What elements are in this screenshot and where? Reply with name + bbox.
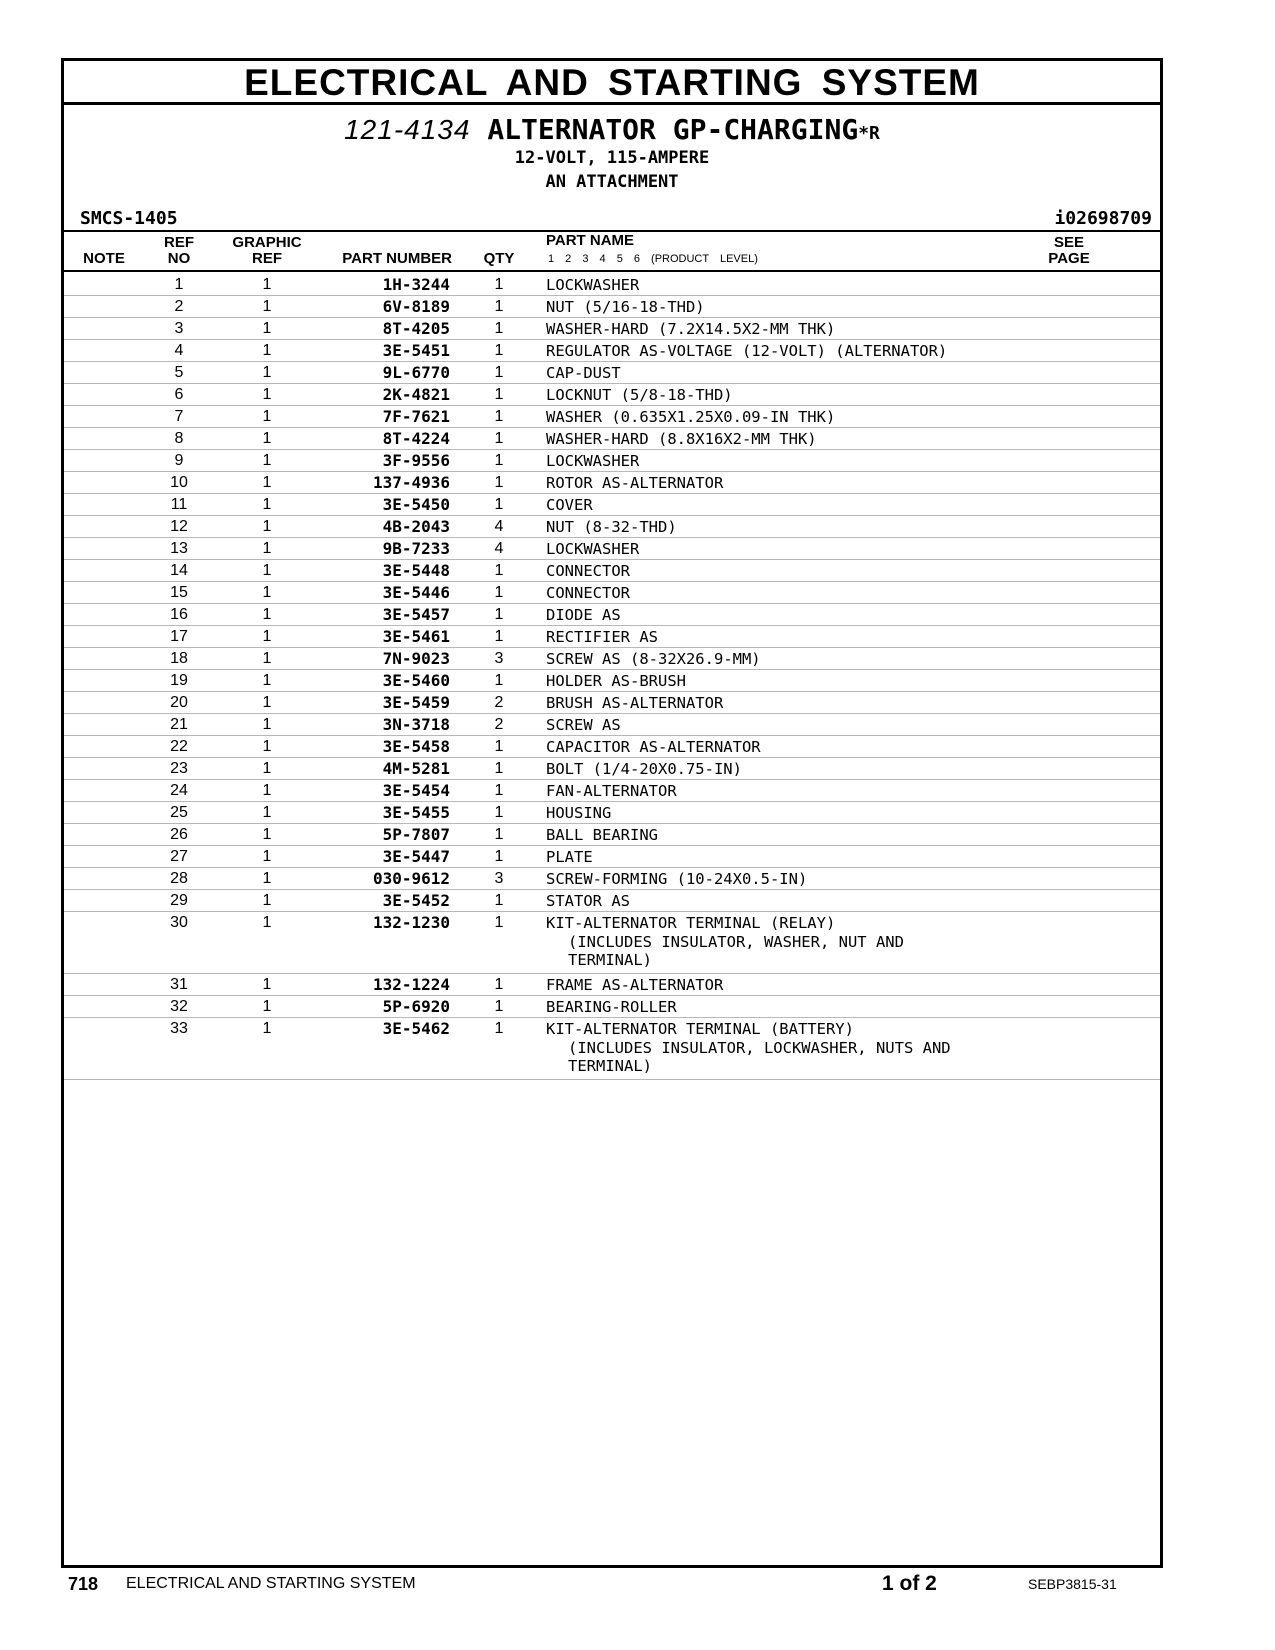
table-row <box>64 340 1160 362</box>
part-name-cell: LOCKNUT (5/8-18-THD) <box>546 386 733 404</box>
parts-list <box>64 274 1160 1080</box>
table-row <box>64 824 1160 846</box>
graphic-ref-cell: 1 <box>262 760 272 777</box>
graphic-ref-cell: 1 <box>262 804 272 821</box>
qty-cell: 1 <box>494 342 504 359</box>
graphic-ref-cell: 1 <box>262 430 272 447</box>
table-row <box>64 604 1160 626</box>
table-row <box>64 758 1160 780</box>
ref-no-cell: 7 <box>174 408 184 425</box>
table-row <box>64 802 1160 824</box>
parts-page-frame <box>61 58 1163 1568</box>
table-row <box>64 626 1160 648</box>
graphic-ref-cell: 1 <box>262 452 272 469</box>
qty-cell: 1 <box>494 364 504 381</box>
part-number-cell: 5P-7807 <box>382 825 450 844</box>
ref-no-cell: 31 <box>170 976 188 993</box>
qty-cell: 2 <box>494 716 504 733</box>
part-number-cell: 3E-5458 <box>382 737 450 756</box>
part-note-text: (INCLUDES INSULATOR, LOCKWASHER, NUTS AND TERMINAL) <box>568 1039 951 1075</box>
graphic-ref-cell: 1 <box>262 672 272 689</box>
table-row <box>64 428 1160 450</box>
graphic-ref-cell: 1 <box>262 738 272 755</box>
table-row <box>64 406 1160 428</box>
ref-no-cell: 26 <box>170 826 188 843</box>
ref-no-cell: 14 <box>170 562 188 579</box>
col-graphic-header-line2: REF <box>252 250 282 267</box>
qty-cell: 1 <box>494 408 504 425</box>
table-row <box>64 538 1160 560</box>
footer-page-count: 1 of 2 <box>882 1572 937 1595</box>
part-name-cell: HOLDER AS-BRUSH <box>546 672 686 690</box>
graphic-ref-cell: 1 <box>262 606 272 623</box>
table-row <box>64 472 1160 494</box>
group-title <box>64 113 1160 151</box>
group-name: ALTERNATOR GP-CHARGING <box>487 113 859 146</box>
part-number-cell: 4M-5281 <box>382 759 450 778</box>
qty-cell: 1 <box>494 826 504 843</box>
table-row <box>64 846 1160 868</box>
table-row <box>64 974 1160 996</box>
ref-no-cell: 22 <box>170 738 188 755</box>
ref-no-cell: 4 <box>174 342 184 359</box>
graphic-ref-cell: 1 <box>262 364 272 381</box>
part-name-cell: BOLT (1/4-20X0.75-IN) <box>546 760 742 778</box>
part-number-cell: 137-4936 <box>372 473 450 492</box>
part-name-cell: NUT (8-32-THD) <box>546 518 677 536</box>
part-number-cell: 9B-7233 <box>382 539 450 558</box>
col-see-page-header-line1: SEE <box>1053 234 1084 251</box>
graphic-ref-cell: 1 <box>262 782 272 799</box>
qty-cell: 2 <box>494 694 504 711</box>
graphic-ref-cell: 1 <box>262 650 272 667</box>
graphic-ref-cell: 1 <box>262 408 272 425</box>
part-name-cell: BEARING-ROLLER <box>546 998 677 1016</box>
qty-cell: 1 <box>494 606 504 623</box>
header-rule-bottom <box>64 270 1160 272</box>
ref-no-cell: 9 <box>174 452 184 469</box>
qty-cell: 4 <box>494 518 504 535</box>
ref-no-cell: 23 <box>170 760 188 777</box>
part-number-cell: 3E-5454 <box>382 781 450 800</box>
footer-page-number: 718 <box>68 1574 99 1594</box>
qty-cell: 1 <box>494 782 504 799</box>
col-ref-header-line1: REF <box>164 234 194 251</box>
table-row <box>64 274 1160 296</box>
part-note-text: (INCLUDES INSULATOR, WASHER, NUT AND TERMINAL) <box>568 933 904 969</box>
graphic-ref-cell: 1 <box>262 998 272 1015</box>
qty-cell: 1 <box>494 452 504 469</box>
graphic-ref-cell: 1 <box>262 386 272 403</box>
part-number-cell: 3E-5459 <box>382 693 450 712</box>
part-number-cell: 7N-9023 <box>382 649 450 668</box>
ref-no-cell: 29 <box>170 892 188 909</box>
part-number-cell: 3E-5448 <box>382 561 450 580</box>
part-name-cell: WASHER (0.635X1.25X0.09-IN THK) <box>546 408 836 426</box>
table-row <box>64 912 1160 974</box>
part-name-cell: WASHER-HARD (7.2X14.5X2-MM THK) <box>546 320 836 338</box>
graphic-ref-cell: 1 <box>262 826 272 843</box>
part-number-cell: 9L-6770 <box>382 363 450 382</box>
graphic-ref-cell: 1 <box>262 496 272 513</box>
group-subtitle-1: 12-VOLT, 115-AMPERE <box>514 148 710 168</box>
table-row <box>64 494 1160 516</box>
qty-cell: 1 <box>494 386 504 403</box>
table-row <box>64 890 1160 912</box>
ref-no-cell: 19 <box>170 672 188 689</box>
part-number-cell: 3E-5457 <box>382 605 450 624</box>
smcs-code: SMCS-1405 <box>80 208 178 229</box>
col-part-number-header: PART NUMBER <box>342 250 452 267</box>
ref-no-cell: 16 <box>170 606 188 623</box>
part-number-cell: 3E-5450 <box>382 495 450 514</box>
part-number-cell: 3E-5461 <box>382 627 450 646</box>
col-graphic-header-line1: GRAPHIC <box>232 234 302 251</box>
ref-no-cell: 13 <box>170 540 188 557</box>
table-row <box>64 714 1160 736</box>
table-row <box>64 384 1160 406</box>
qty-cell: 1 <box>494 998 504 1015</box>
col-qty-header: QTY <box>483 250 515 267</box>
table-row <box>64 296 1160 318</box>
ref-no-cell: 17 <box>170 628 188 645</box>
part-number-cell: 3E-5447 <box>382 847 450 866</box>
part-name-cell: STATOR AS <box>546 892 630 910</box>
qty-cell: 1 <box>494 760 504 777</box>
graphic-ref-cell: 1 <box>262 518 272 535</box>
part-name-cell: ROTOR AS-ALTERNATOR <box>546 474 724 492</box>
ref-no-cell: 21 <box>170 716 188 733</box>
qty-cell: 1 <box>494 1020 504 1037</box>
part-number-cell: 8T-4205 <box>382 319 450 338</box>
table-row <box>64 318 1160 340</box>
part-name-cell: CAP-DUST <box>546 364 621 382</box>
table-row <box>64 648 1160 670</box>
ref-no-cell: 33 <box>170 1020 188 1037</box>
table-row <box>64 450 1160 472</box>
graphic-ref-cell: 1 <box>262 914 272 931</box>
group-number: 121-4134 <box>344 114 471 145</box>
ref-no-cell: 15 <box>170 584 188 601</box>
part-number-cell: 6V-8189 <box>382 297 450 316</box>
part-number-cell: 5P-6920 <box>382 997 450 1016</box>
part-name-cell: SCREW AS <box>546 716 621 734</box>
part-name-cell: LOCKWASHER <box>546 452 640 470</box>
part-name-cell: FAN-ALTERNATOR <box>546 782 677 800</box>
qty-cell: 4 <box>494 540 504 557</box>
part-name-cell: CONNECTOR <box>546 562 630 580</box>
part-name-cell: LOCKWASHER <box>546 540 640 558</box>
part-number-cell: 3E-5446 <box>382 583 450 602</box>
qty-cell: 1 <box>494 430 504 447</box>
graphic-ref-cell: 1 <box>262 892 272 909</box>
part-number-cell: 2K-4821 <box>382 385 450 404</box>
part-name-cell: CAPACITOR AS-ALTERNATOR <box>546 738 761 756</box>
qty-cell: 1 <box>494 976 504 993</box>
qty-cell: 1 <box>494 848 504 865</box>
table-row <box>64 362 1160 384</box>
graphic-ref-cell: 1 <box>262 694 272 711</box>
part-name-cell: NUT (5/16-18-THD) <box>546 298 705 316</box>
ref-no-cell: 27 <box>170 848 188 865</box>
ref-no-cell: 11 <box>170 496 188 513</box>
ref-no-cell: 20 <box>170 694 188 711</box>
part-number-cell: 030-9612 <box>372 869 450 888</box>
table-row <box>64 560 1160 582</box>
group-suffix: *R <box>858 123 880 144</box>
qty-cell: 1 <box>494 562 504 579</box>
part-name-cell: REGULATOR AS-VOLTAGE (12-VOLT) (ALTERNATOR) <box>546 342 948 360</box>
part-number-cell: 3E-5452 <box>382 891 450 910</box>
ref-no-cell: 12 <box>170 518 188 535</box>
table-row <box>64 780 1160 802</box>
qty-cell: 1 <box>494 738 504 755</box>
part-number-cell: 3E-5451 <box>382 341 450 360</box>
qty-cell: 1 <box>494 672 504 689</box>
qty-cell: 1 <box>494 276 504 293</box>
table-row <box>64 516 1160 538</box>
col-ref-header-line2: NO <box>167 250 191 267</box>
qty-cell: 3 <box>494 870 504 887</box>
document-ident: i02698709 <box>1054 208 1152 229</box>
qty-cell: 1 <box>494 628 504 645</box>
ref-no-cell: 2 <box>174 298 184 315</box>
part-number-cell: 7F-7621 <box>382 407 450 426</box>
graphic-ref-cell: 1 <box>262 848 272 865</box>
qty-cell: 1 <box>494 298 504 315</box>
part-name-cell: FRAME AS-ALTERNATOR <box>546 976 724 994</box>
table-row <box>64 1018 1160 1080</box>
part-name-cell: HOUSING <box>546 804 612 822</box>
part-number-cell: 3E-5460 <box>382 671 450 690</box>
part-number-cell: 4B-2043 <box>382 517 450 536</box>
graphic-ref-cell: 1 <box>262 1020 272 1037</box>
qty-cell: 1 <box>494 892 504 909</box>
part-name-cell: COVER <box>546 496 593 514</box>
part-name-cell: BALL BEARING <box>546 826 658 844</box>
col-see-page-header-line2: PAGE <box>1048 250 1090 267</box>
part-name-cell: WASHER-HARD (8.8X16X2-MM THK) <box>546 430 817 448</box>
col-part-name-header: PART NAME <box>546 232 635 249</box>
qty-cell: 1 <box>494 474 504 491</box>
graphic-ref-cell: 1 <box>262 562 272 579</box>
part-number-cell: 8T-4224 <box>382 429 450 448</box>
table-row <box>64 868 1160 890</box>
part-name-cell: DIODE AS <box>546 606 621 624</box>
section-title: ELECTRICAL AND STARTING SYSTEM <box>64 61 1160 105</box>
table-row <box>64 996 1160 1018</box>
part-number-cell: 1H-3244 <box>382 275 450 294</box>
ref-no-cell: 25 <box>170 804 188 821</box>
graphic-ref-cell: 1 <box>262 298 272 315</box>
ref-no-cell: 5 <box>174 364 184 381</box>
part-name-cell: LOCKWASHER <box>546 276 640 294</box>
part-name-cell: RECTIFIER AS <box>546 628 658 646</box>
graphic-ref-cell: 1 <box>262 976 272 993</box>
graphic-ref-cell: 1 <box>262 584 272 601</box>
part-name-cell: PLATE <box>546 848 593 866</box>
qty-cell: 1 <box>494 496 504 513</box>
product-levels: 1 2 3 4 5 6 (PRODUCT LEVEL) <box>548 253 758 265</box>
part-number-cell: 3N-3718 <box>382 715 450 734</box>
part-number-cell: 3F-9556 <box>382 451 450 470</box>
part-number-cell: 132-1230 <box>372 913 450 932</box>
graphic-ref-cell: 1 <box>262 474 272 491</box>
graphic-ref-cell: 1 <box>262 716 272 733</box>
ref-no-cell: 32 <box>170 998 188 1015</box>
qty-cell: 1 <box>494 914 504 931</box>
ref-no-cell: 6 <box>174 386 184 403</box>
ref-no-cell: 1 <box>174 276 184 293</box>
graphic-ref-cell: 1 <box>262 276 272 293</box>
ref-no-cell: 24 <box>170 782 188 799</box>
part-number-cell: 132-1224 <box>372 975 450 994</box>
table-row <box>64 582 1160 604</box>
part-name-cell: KIT-ALTERNATOR TERMINAL (BATTERY) <box>546 1020 854 1038</box>
part-name-cell: CONNECTOR <box>546 584 630 602</box>
ref-no-cell: 8 <box>174 430 184 447</box>
ref-no-cell: 18 <box>170 650 188 667</box>
ref-no-cell: 10 <box>170 474 188 491</box>
part-name-cell: SCREW-FORMING (10-24X0.5-IN) <box>546 870 808 888</box>
qty-cell: 1 <box>494 584 504 601</box>
graphic-ref-cell: 1 <box>262 320 272 337</box>
ref-no-cell: 30 <box>170 914 188 931</box>
ref-no-cell: 28 <box>170 870 188 887</box>
qty-cell: 1 <box>494 804 504 821</box>
part-number-cell: 3E-5462 <box>382 1019 450 1038</box>
graphic-ref-cell: 1 <box>262 540 272 557</box>
group-subtitle-2: AN ATTACHMENT <box>545 172 679 192</box>
footer-document-id: SEBP3815-31 <box>1028 1576 1117 1592</box>
col-note-header: NOTE <box>83 250 125 267</box>
table-row <box>64 670 1160 692</box>
part-name-cell: SCREW AS (8-32X26.9-MM) <box>546 650 761 668</box>
graphic-ref-cell: 1 <box>262 628 272 645</box>
part-name-cell: KIT-ALTERNATOR TERMINAL (RELAY) <box>546 914 836 932</box>
part-number-cell: 3E-5455 <box>382 803 450 822</box>
ref-no-cell: 3 <box>174 320 184 337</box>
qty-cell: 1 <box>494 320 504 337</box>
graphic-ref-cell: 1 <box>262 342 272 359</box>
table-row <box>64 736 1160 758</box>
qty-cell: 3 <box>494 650 504 667</box>
part-name-cell: BRUSH AS-ALTERNATOR <box>546 694 724 712</box>
graphic-ref-cell: 1 <box>262 870 272 887</box>
footer-section: ELECTRICAL AND STARTING SYSTEM <box>126 1575 416 1592</box>
table-row <box>64 692 1160 714</box>
